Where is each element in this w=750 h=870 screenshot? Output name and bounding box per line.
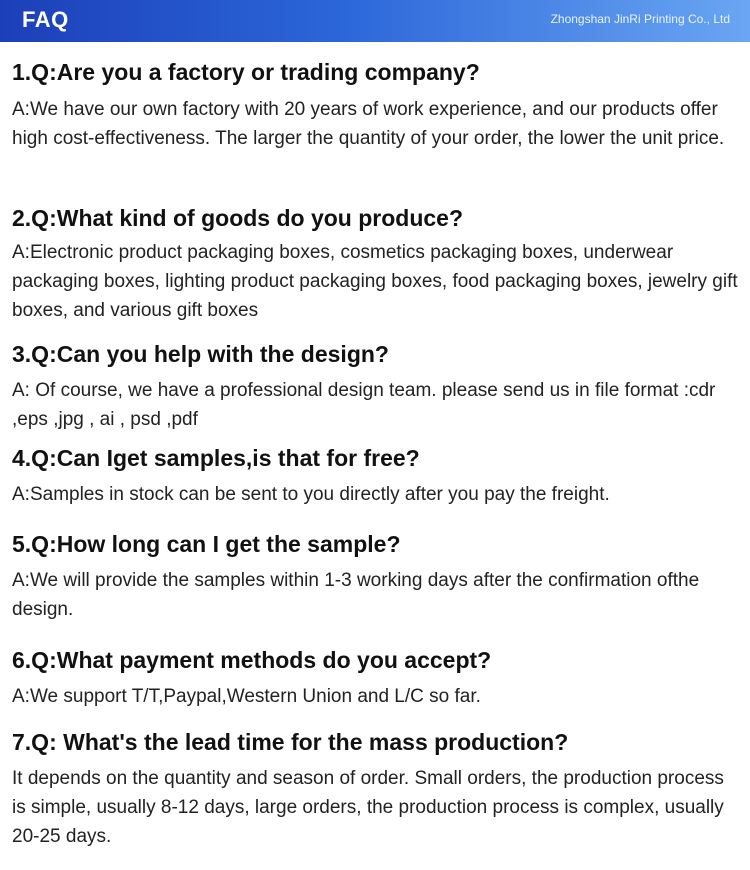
- header-banner: [0, 0, 750, 42]
- faq-answer-2: A:Electronic product packaging boxes, cosmetics packaging boxes, underwear packaging boxes, lighting product packaging boxes, food packaging boxes, jewelry gift boxes, and various gift boxes: [12, 242, 738, 321]
- faq-answer-1: A:We have our own factory with 20 years of work experience, and our products offer high cost-effectiveness. The larger the quantity of your order, the lower the unit price.: [12, 99, 725, 149]
- faq-answer-6: A:We support T/T,Paypal,Western Union and L/C so far.: [12, 686, 481, 707]
- faq-item-7: [12, 728, 742, 851]
- faq-item-5: [12, 530, 742, 624]
- faq-answer-5: A:We will provide the samples within 1-3 working days after the confirmation ofthe design.: [12, 570, 700, 620]
- faq-question-7: 7.Q: What's the lead time for the mass production?: [12, 729, 569, 755]
- company-name: Zhongshan JinRi Printing Co., Ltd: [550, 12, 730, 26]
- faq-question-5: 5.Q:How long can I get the sample?: [12, 531, 401, 557]
- faq-question-4: 4.Q:Can Iget samples,is that for free?: [12, 445, 420, 471]
- faq-question-2: 2.Q:What kind of goods do you produce?: [12, 205, 464, 231]
- faq-question-3: 3.Q:Can you help with the design?: [12, 341, 389, 367]
- page-title: FAQ: [22, 7, 69, 32]
- faq-answer-7: It depends on the quantity and season of order. Small orders, the production process is simple, usually 8-12 days, large orders, the production process is complex, usually 20-25 days.: [12, 768, 724, 847]
- faq-question-6: 6.Q:What payment methods do you accept?: [12, 647, 492, 673]
- faq-answer-3: A: Of course, we have a professional design team. please send us in file format :cdr ,eps ,jpg , ai , psd ,pdf: [12, 380, 716, 430]
- faq-item-2: [12, 204, 742, 325]
- faq-question-1: 1.Q:Are you a factory or trading company?: [12, 59, 480, 85]
- faq-item-6: [12, 646, 742, 711]
- faq-answer-4: A:Samples in stock can be sent to you directly after you pay the freight.: [12, 484, 610, 505]
- faq-item-4: [12, 444, 742, 509]
- faq-item-3: [12, 340, 742, 434]
- faq-item-1: [12, 58, 742, 153]
